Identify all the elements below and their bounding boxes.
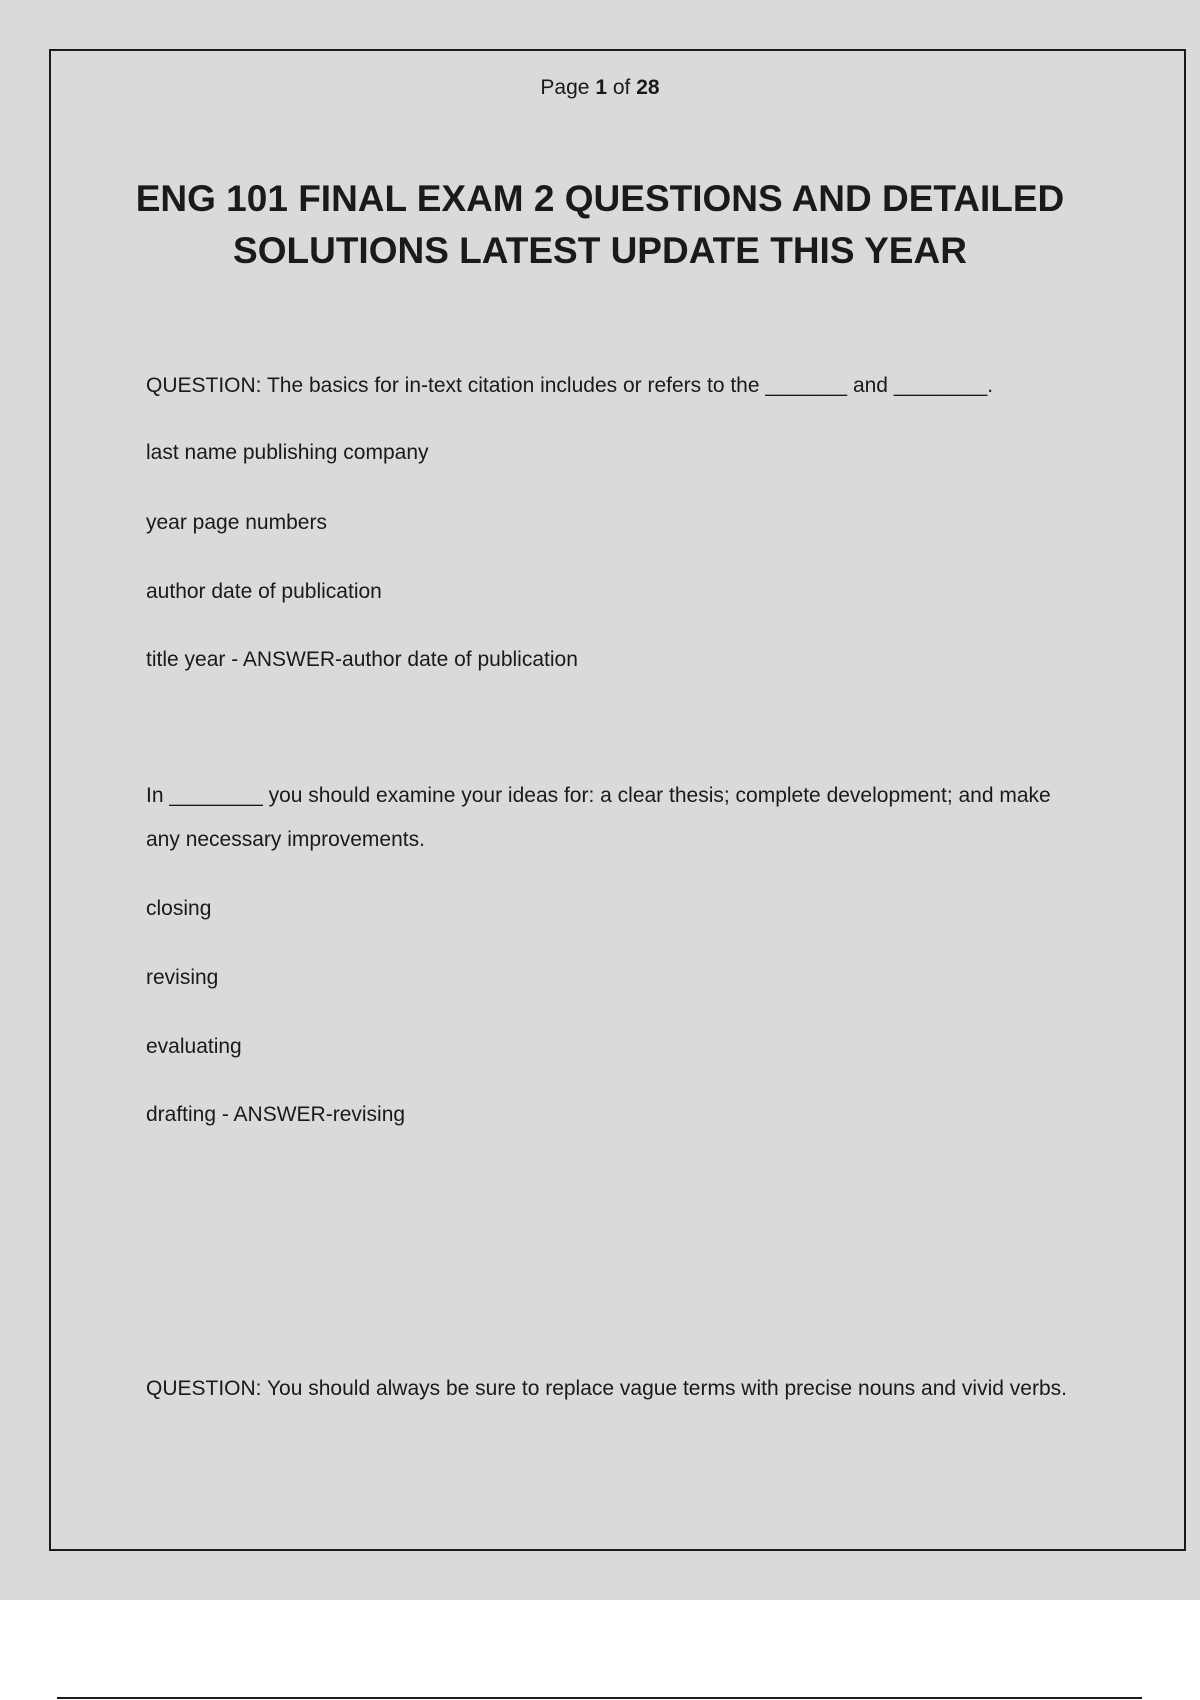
next-page-top-rule (57, 1697, 1142, 1699)
question-2-option-answer: drafting - ANSWER-revising (146, 1103, 406, 1126)
question-3-prompt: QUESTION: You should always be sure to replace vague terms with precise nouns and vivid verbs. (146, 1377, 1067, 1400)
total-page-count: 28 (636, 76, 660, 99)
page-label: Page (540, 76, 590, 99)
question-1-option-answer: title year - ANSWER-author date of publication (146, 648, 578, 671)
page-indicator (0, 75, 1200, 101)
question-2-option: revising (146, 966, 219, 989)
question-2-option: evaluating (146, 1035, 242, 1058)
current-page-number: 1 (595, 76, 607, 99)
document-title: ENG 101 FINAL EXAM 2 QUESTIONS AND DETAILED SOLUTIONS LATEST UPDATE THIS YEAR (135, 178, 1065, 271)
question-1-option: author date of publication (146, 580, 382, 603)
question-1-prompt: QUESTION: The basics for in-text citation includes or refers to the _______ and ________. (146, 374, 994, 397)
question-2-option: closing (146, 897, 212, 920)
question-1-option: year page numbers (146, 511, 327, 534)
question-2-prompt: In ________ you should examine your ideas for: a clear thesis; complete development; and make any necessary improvements. (146, 784, 1051, 851)
question-1-option: last name publishing company (146, 441, 429, 464)
page-of-label: of (612, 76, 631, 99)
